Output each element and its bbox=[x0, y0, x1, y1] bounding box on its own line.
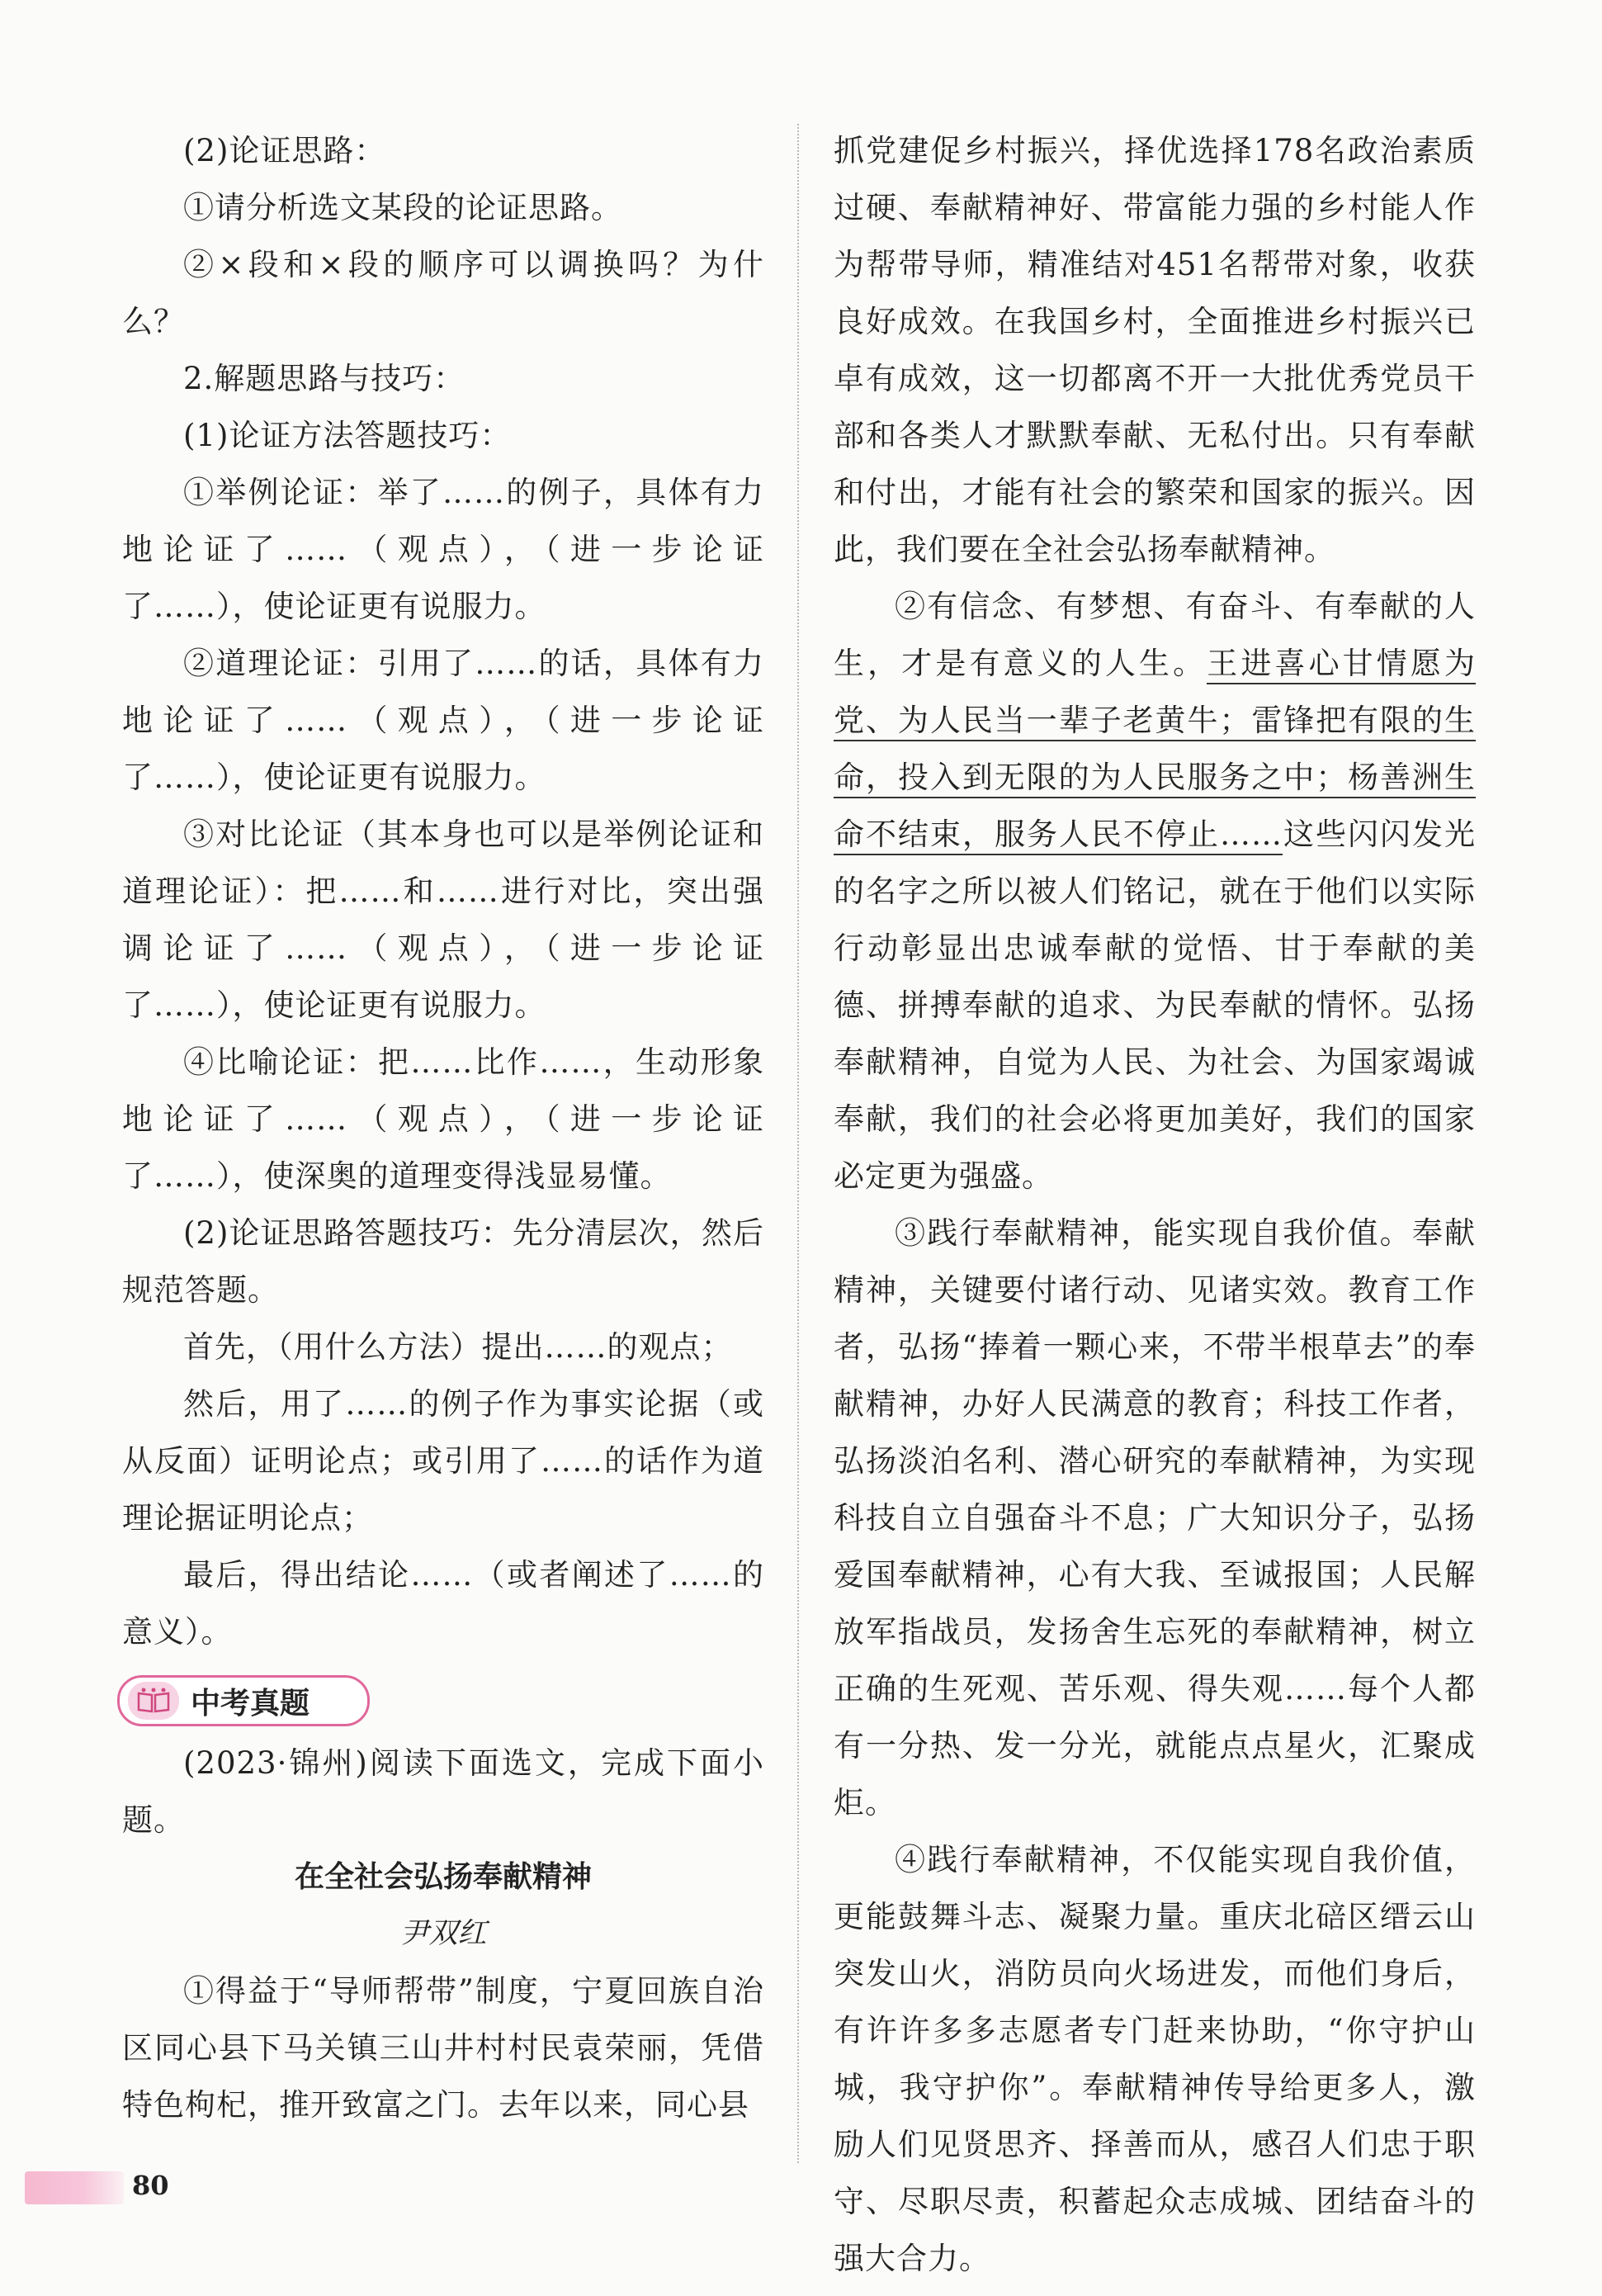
article-author: 尹双红 bbox=[399, 1917, 487, 1950]
tip-contrast: ③对比论证（其本身也可以是举例论证和道理论证）：把……和……进行对比，突出强调论证了……（观点），（进一步论证了……），使论证更有说服力。 bbox=[122, 817, 764, 1023]
article-para-3: ③践行奉献精神，能实现自我价值。奉献精神，关键要付诸行动、见诸实效。教育工作者，弘扬“捧着一颗心来，不带半根草去”的奉献精神，办好人民满意的教育；科技工作者，弘扬淡泊名利、潜心研究的奉献精神，为实现科技自立自强奋斗不息；广大知识分子，弘扬爱国奉献精神，心有大我、至诚报国；人民解放军指战员，发扬舍生忘死的奉献精神，树立正确的生死观、苦乐观、得失观……每个人都有一分热、发一分光，就能点点星火，汇聚成炬。 bbox=[834, 1215, 1476, 1820]
step-first: 首先，（用什么方法）提出……的观点； bbox=[183, 1329, 733, 1365]
tip-reasoning: ②道理论证：引用了……的话，具体有力地论证了……（观点），（进一步论证了……），使论证更有说服力。 bbox=[122, 646, 764, 795]
question-1: ①请分析选文某段的论证思路。 bbox=[183, 190, 622, 225]
article-para-1-start: ①得益于“导师帮带”制度，宁夏回族自治区同心县下马关镇三山井村村民袁荣丽，凭借特色枸杞，推开致富之门。去年以来，同心县 bbox=[122, 1973, 764, 2123]
article-para-1-cont: 抓党建促乡村振兴，择优选择178名政治素质过硬、奉献精神好、带富能力强的乡村能人作为帮带导师，精准结对451名帮带对象，收获良好成效。在我国乡村，全面推进乡村振兴已卓有成效，这一切都离不开一大批优秀党员干部和各类人才默默奉献、无私付出。只有奉献和付出，才能有社会的繁荣和国家的振兴。因此，我们要在全社会弘扬奉献精神。 bbox=[834, 133, 1476, 567]
article-para-2 bbox=[834, 578, 1476, 1205]
section-heading: (2)论证思路： bbox=[183, 133, 386, 168]
exam-badge bbox=[117, 1675, 370, 1726]
underlined-examples: 王进喜心甘情愿为党、为人民当一辈子老黄牛；雷锋把有限的生命，投入到无限的为人民服务之中；杨善洲生命不结束，服务人民不停止…… bbox=[834, 646, 1476, 855]
badge-label: 中考真题 bbox=[191, 1686, 310, 1721]
article-title: 在全社会弘扬奉献精神 bbox=[294, 1860, 592, 1894]
column-divider bbox=[797, 124, 799, 2163]
tip-metaphor: ④比喻论证：把……比作……，生动形象地论证了……（观点），（进一步论证了……），使深奥的道理变得浅显易懂。 bbox=[122, 1044, 764, 1194]
tip-example: ①举例论证：举了……的例子，具体有力地论证了……（观点），（进一步论证了……），使论证更有说服力。 bbox=[122, 475, 764, 624]
step-then: 然后，用了……的例子作为事实论据（或从反面）证明论点；或引用了……的话作为道理论据证明论点； bbox=[122, 1386, 764, 1536]
step-finally: 最后，得出结论……（或者阐述了……的意义）。 bbox=[122, 1557, 764, 1650]
question-2: ②×段和×段的顺序可以调换吗？为什么？ bbox=[122, 247, 764, 339]
right-column bbox=[834, 122, 1476, 2287]
book-icon bbox=[128, 1682, 179, 1720]
badge-row bbox=[122, 1665, 764, 1731]
article-para-4: ④践行奉献精神，不仅能实现自我价值，更能鼓舞斗志、凝聚力量。重庆北碚区缙云山突发山火，消防员向火场进发，而他们身后，有许许多多志愿者专门赶来协助，“你守护山城，我守护你”。奉献精神传导给更多人，激励人们见贤思齐、择善而从，感召人们忠于职守、尽职尽责，积蓄起众志成城、团结奋斗的强大合力。 bbox=[834, 1842, 1476, 2276]
method-heading: (1)论证方法答题技巧： bbox=[183, 418, 512, 453]
page-number: 80 bbox=[132, 2170, 169, 2201]
para-2-lead: ②有信念、有梦想、有奋斗、有奉献的人生，才是有意义的人生。 bbox=[834, 589, 1476, 681]
footer-accent-bar bbox=[25, 2171, 124, 2204]
structure-heading: (2)论证思路答题技巧：先分清层次，然后规范答题。 bbox=[122, 1215, 764, 1308]
tips-heading: 2.解题思路与技巧： bbox=[183, 361, 465, 396]
para-2-rest: 这些闪闪发光的名字之所以被人们铭记，就在于他们以实际行动彰显出忠诚奉献的觉悟、甘于奉献的美德、拼搏奉献的追求、为民奉献的情怀。弘扬奉献精神，自觉为人民、为社会、为国家竭诚奉献，我们的社会必将更加美好，我们的国家必定更为强盛。 bbox=[834, 817, 1476, 1194]
exam-intro: (2023·锦州)阅读下面选文，完成下面小题。 bbox=[122, 1745, 764, 1838]
left-column bbox=[122, 122, 764, 2133]
